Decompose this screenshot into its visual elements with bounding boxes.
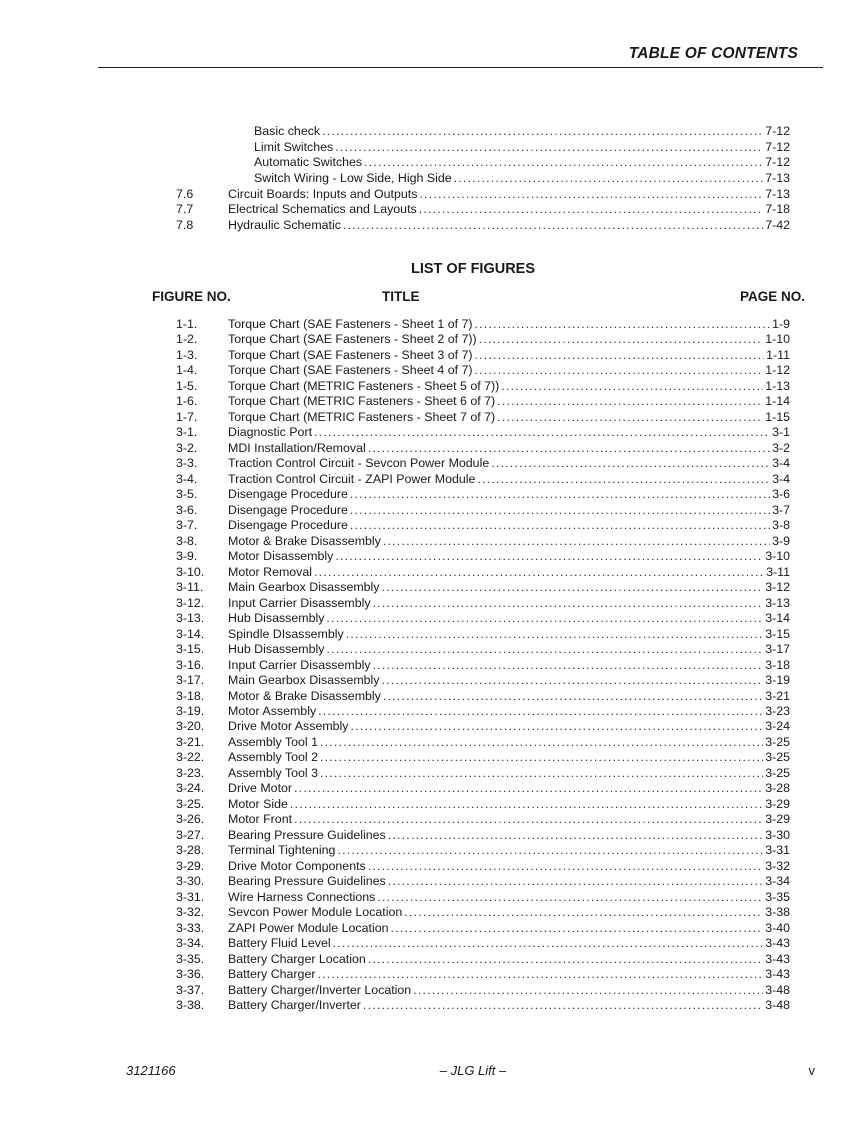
figure-row-title: Motor Disassembly — [228, 549, 334, 564]
toc-section-title: Circuit Boards: Inputs and Outputs — [228, 186, 418, 201]
figure-row-page: 3-2 — [772, 440, 790, 455]
figure-row-number: 3-12. — [176, 595, 205, 610]
figure-row-title: Disengage Procedure — [228, 518, 348, 533]
figure-row-title: Battery Charger — [228, 967, 316, 982]
dot-leader — [497, 394, 763, 410]
figure-row-page: 3-18 — [765, 657, 790, 672]
figure-row-title: ZAPI Power Module Location — [228, 920, 389, 935]
figure-row-title: Wire Harness Connections — [228, 889, 376, 904]
figure-row-title: MDI Installation/Removal — [228, 440, 366, 455]
figure-row-title: Spindle DIsassembly — [228, 626, 344, 641]
figure-row-page: 1-15 — [765, 409, 790, 424]
dot-leader — [351, 719, 764, 735]
figure-row-page: 3-24 — [765, 719, 790, 734]
figure-row-number: 1-4. — [176, 363, 198, 378]
figure-row-page: 3-8 — [772, 518, 790, 533]
dot-leader — [474, 363, 763, 379]
figure-row-number: 3-29. — [176, 858, 205, 873]
toc-subitem — [254, 155, 790, 171]
toc-subitem-page: 7-12 — [765, 124, 790, 138]
figure-row-page: 3-43 — [765, 951, 790, 966]
dot-leader — [373, 596, 764, 612]
figure-row-page: 3-31 — [765, 843, 790, 858]
figure-row-title: Disengage Procedure — [228, 487, 348, 502]
figure-row — [176, 827, 790, 844]
figure-row-title: Motor Assembly — [228, 704, 317, 718]
figure-row-page: 3-35 — [765, 889, 790, 904]
toc-section-number: 7.7 — [176, 202, 194, 217]
figure-row-number: 3-9. — [176, 549, 198, 564]
figure-row-number: 3-10. — [176, 564, 205, 579]
column-header-title: TITLE — [382, 289, 420, 304]
figure-row-page: 3-25 — [765, 765, 790, 780]
dot-leader — [497, 410, 763, 426]
dot-leader — [335, 549, 763, 565]
toc-subitem — [254, 171, 790, 187]
figure-row — [176, 394, 790, 410]
figure-row-number: 3-33. — [176, 920, 205, 935]
figure-row — [176, 673, 790, 689]
figure-row-number: 3-31. — [176, 889, 205, 904]
figure-row-number: 3-38. — [176, 998, 205, 1013]
figure-row-page: 3-4 — [772, 471, 790, 486]
dot-leader — [474, 317, 770, 333]
dot-leader — [320, 735, 763, 751]
dot-leader — [314, 425, 770, 441]
figure-row-title: Torque Chart (METRIC Fasteners - Sheet 6 of 7) — [228, 394, 496, 409]
figure-row-title: Battery Charger/Inverter Location — [228, 982, 412, 997]
figure-row-page: 3-38 — [765, 905, 790, 920]
figure-row-number: 3-13. — [176, 611, 205, 626]
toc-subitem — [254, 140, 790, 156]
dot-leader — [388, 828, 763, 844]
figure-row-number: 1-2. — [176, 332, 198, 347]
dot-leader — [413, 983, 763, 999]
figure-row-number: 3-4. — [176, 471, 198, 486]
toc-subitem-page: 7-12 — [765, 139, 790, 154]
figure-row-title: Battery Charger Location — [228, 951, 366, 966]
figure-row-number: 3-26. — [176, 812, 205, 827]
figure-row-title: Bearing Pressure Guidelines — [228, 874, 386, 889]
dot-leader — [419, 202, 763, 218]
page-header-title: TABLE OF CONTENTS — [628, 45, 798, 62]
dot-leader — [314, 565, 764, 581]
figure-row — [176, 440, 790, 457]
figure-row-title: Drive Motor — [228, 781, 293, 796]
figure-row-title: Drive Motor Components — [228, 858, 366, 873]
figure-row-title: Torque Chart (SAE Fasteners - Sheet 3 of 7) — [228, 347, 473, 362]
figure-row-page: 3-9 — [772, 533, 790, 548]
dot-leader — [491, 456, 770, 472]
dot-leader — [294, 812, 763, 828]
toc-subitem — [254, 124, 790, 140]
figure-row-title: Torque Chart (METRIC Fasteners - Sheet 5 of 7)) — [228, 378, 500, 393]
figure-row-number: 1-5. — [176, 378, 198, 393]
figure-row-number: 3-20. — [176, 719, 205, 734]
figure-row-page: 3-29 — [765, 796, 790, 811]
footer-publisher: – JLG Lift – — [439, 1063, 507, 1078]
figure-row-title: Battery Charger/Inverter — [228, 998, 361, 1013]
toc-section-page: 7-18 — [765, 202, 790, 217]
figure-row-number: 3-8. — [176, 533, 198, 548]
figure-row — [176, 889, 790, 906]
figure-row — [176, 425, 790, 441]
dot-leader — [368, 952, 763, 968]
figure-row-title: Sevcon Power Module Location — [228, 905, 403, 920]
figure-row — [176, 595, 790, 612]
figure-row-title: Hub Disassembly — [228, 611, 325, 626]
figure-row — [176, 734, 790, 751]
dot-leader — [404, 905, 763, 921]
figure-row-page: 3-30 — [765, 827, 790, 842]
dot-leader — [343, 218, 763, 234]
dot-leader — [477, 472, 770, 488]
dot-leader — [364, 155, 763, 171]
figure-row — [176, 920, 790, 937]
figure-row-page: 3-48 — [765, 998, 790, 1013]
figure-row-title: Torque Chart (SAE Fasteners - Sheet 4 of 7) — [228, 363, 473, 378]
figure-row — [176, 642, 790, 658]
dot-leader — [350, 503, 770, 519]
figure-row-page: 3-28 — [765, 781, 790, 796]
toc-section-title: Electrical Schematics and Layouts — [228, 202, 417, 217]
figure-row-page: 1-10 — [765, 332, 790, 347]
figure-row-number: 3-2. — [176, 440, 198, 455]
figure-row — [176, 982, 790, 999]
dot-leader — [294, 781, 763, 797]
figure-row-page: 3-43 — [765, 967, 790, 982]
figure-row-title: Torque Chart (METRIC Fasteners - Sheet 7 of 7) — [228, 409, 496, 424]
toc-subitem-title: Limit Switches — [254, 139, 334, 154]
figure-row-page: 3-11 — [766, 564, 790, 579]
figure-row-number: 3-22. — [176, 750, 205, 765]
figure-row — [176, 998, 790, 1014]
figure-row-number: 3-24. — [176, 781, 205, 796]
figure-row — [176, 905, 790, 921]
dot-leader — [377, 890, 763, 906]
figure-row — [176, 564, 790, 581]
footer-doc-number: 3121166 — [126, 1063, 176, 1078]
figure-row-title: Input Carrier Disassembly — [228, 657, 371, 672]
figure-row-page: 1-12 — [765, 363, 790, 378]
figure-row — [176, 502, 790, 519]
figure-row-number: 3-21. — [176, 734, 205, 749]
toc-section-title: Hydraulic Schematic — [228, 217, 341, 232]
dot-leader — [322, 124, 763, 140]
figure-row-number: 1-1. — [176, 317, 198, 331]
toc-section — [176, 186, 790, 203]
dot-leader — [350, 487, 770, 503]
figure-row-number: 3-16. — [176, 657, 205, 672]
figure-row-number: 3-36. — [176, 967, 205, 982]
figure-row-title: Input Carrier Disassembly — [228, 595, 371, 610]
figure-row-number: 3-25. — [176, 796, 205, 811]
dot-leader — [350, 518, 770, 534]
figure-row — [176, 378, 790, 395]
figure-row — [176, 456, 790, 472]
figure-row-number: 3-30. — [176, 874, 205, 889]
dot-leader — [333, 936, 764, 952]
dot-leader — [317, 967, 763, 983]
toc-section-page: 7-13 — [765, 186, 790, 201]
figure-row — [176, 332, 790, 348]
dot-leader — [346, 627, 763, 643]
figure-row-number: 3-17. — [176, 673, 205, 688]
figure-row-page: 1-14 — [765, 394, 790, 409]
figure-row — [176, 688, 790, 705]
figure-row-number: 3-1. — [176, 425, 198, 440]
dot-leader — [479, 332, 764, 348]
figure-row-number: 1-6. — [176, 394, 198, 409]
figure-row-title: Main Gearbox Disassembly — [228, 673, 380, 688]
figure-row — [176, 626, 790, 643]
figure-row-page: 3-14 — [765, 611, 790, 626]
toc-section — [176, 202, 790, 218]
figure-row-number: 3-32. — [176, 905, 205, 920]
dot-leader — [383, 534, 770, 550]
figure-row — [176, 317, 790, 333]
figure-row-number: 3-35. — [176, 951, 205, 966]
figure-row-page: 3-21 — [765, 688, 790, 703]
figure-row-page: 1-11 — [766, 347, 790, 362]
figure-row-page: 3-25 — [765, 750, 790, 765]
figure-row — [176, 347, 790, 364]
figure-row-title: Motor Removal — [228, 564, 313, 579]
figure-row — [176, 657, 790, 674]
dot-leader — [501, 379, 763, 395]
figure-row-page: 3-19 — [765, 673, 790, 688]
figure-row — [176, 967, 790, 983]
figure-row-number: 3-27. — [176, 827, 205, 842]
figure-row — [176, 874, 790, 890]
figure-row-page: 3-6 — [772, 487, 790, 502]
figure-row-page: 3-12 — [765, 580, 790, 595]
dot-leader — [363, 998, 763, 1014]
figure-row-title: Motor Side — [228, 796, 288, 811]
figure-row-page: 3-4 — [772, 456, 790, 471]
figure-row — [176, 765, 790, 782]
figure-row-title: Main Gearbox Disassembly — [228, 580, 380, 595]
figure-row-number: 3-23. — [176, 765, 205, 780]
figure-row-page: 3-34 — [765, 874, 790, 889]
dot-leader — [419, 187, 763, 203]
figure-row-title: Motor & Brake Disassembly — [228, 533, 381, 548]
figure-row — [176, 843, 790, 859]
figure-row — [176, 812, 790, 828]
figure-row-page: 3-29 — [765, 812, 790, 827]
figure-row-number: 3-15. — [176, 642, 205, 657]
list-of-figures-heading: LIST OF FIGURES — [410, 261, 536, 277]
toc-subitem-page: 7-13 — [765, 170, 790, 185]
figure-row-title: Motor Front — [228, 812, 293, 827]
figure-row-page: 3-1 — [772, 425, 790, 440]
figure-row — [176, 858, 790, 875]
figure-row-page: 3-32 — [765, 858, 790, 873]
toc-subitem-title: Automatic Switches — [254, 155, 363, 170]
figure-row — [176, 533, 790, 550]
figure-row-page: 3-10 — [765, 549, 790, 564]
figure-row — [176, 796, 790, 813]
dot-leader — [373, 658, 764, 674]
figure-row — [176, 750, 790, 766]
figure-row — [176, 781, 790, 797]
figure-row-number: 3-28. — [176, 843, 205, 858]
dot-leader — [326, 642, 763, 658]
figure-row-title: Diagnostic Port — [228, 425, 313, 440]
dot-leader — [337, 843, 763, 859]
figure-row — [176, 611, 790, 627]
column-header-figure-no: FIGURE NO. — [152, 289, 231, 304]
figure-row-title: Drive Motor Assembly — [228, 719, 349, 734]
figure-row — [176, 487, 790, 503]
toc-subitem-page: 7-12 — [765, 155, 790, 170]
figure-row-number: 1-7. — [176, 409, 198, 424]
figure-row-page: 3-25 — [765, 734, 790, 749]
figure-row-number: 3-37. — [176, 982, 205, 997]
toc-subitem-title: Basic check — [254, 124, 321, 138]
dot-leader — [474, 348, 764, 364]
figure-row-number: 1-3. — [176, 347, 198, 362]
figure-row — [176, 409, 790, 426]
figure-row-page: 3-13 — [765, 595, 790, 610]
figure-row-number: 3-34. — [176, 936, 205, 951]
figure-row — [176, 580, 790, 596]
toc-subitem-title: Switch Wiring - Low Side, High Side — [254, 170, 452, 185]
figure-row-page: 3-43 — [765, 936, 790, 951]
dot-leader — [335, 140, 763, 156]
figure-row-number: 3-6. — [176, 502, 198, 517]
header-rule — [98, 67, 823, 68]
column-header-page-no: PAGE NO. — [739, 289, 805, 304]
figure-row-page: 3-17 — [765, 642, 790, 657]
dot-leader — [326, 611, 763, 627]
figure-row — [176, 704, 790, 720]
figure-row-title: Disengage Procedure — [228, 502, 348, 517]
toc-section — [176, 217, 790, 234]
dot-leader — [320, 750, 763, 766]
dot-leader — [382, 673, 764, 689]
figure-row-title: Assembly Tool 2 — [228, 750, 318, 765]
figure-row-number: 3-18. — [176, 688, 205, 703]
figure-row-page: 3-48 — [765, 982, 790, 997]
figure-row-title: Torque Chart (SAE Fasteners - Sheet 1 of 7) — [228, 317, 473, 331]
figure-row-title: Traction Control Circuit - Sevcon Power Module — [228, 456, 490, 471]
figure-row-page: 3-23 — [765, 704, 790, 718]
dot-leader — [390, 921, 763, 937]
dot-leader — [454, 171, 764, 187]
figure-row-number: 3-5. — [176, 487, 198, 502]
figure-row-title: Assembly Tool 1 — [228, 734, 318, 749]
figure-row-number: 3-11. — [176, 580, 204, 595]
dot-leader — [290, 797, 763, 813]
figure-row-page: 1-13 — [765, 378, 790, 393]
figure-row-title: Motor & Brake Disassembly — [228, 688, 381, 703]
figure-row — [176, 518, 790, 534]
figure-row — [176, 363, 790, 379]
dot-leader — [368, 859, 763, 875]
dot-leader — [388, 874, 763, 890]
figure-row-page: 3-7 — [772, 502, 790, 517]
figure-row-page: 3-40 — [765, 920, 790, 935]
dot-leader — [368, 441, 770, 457]
figure-row-number: 3-3. — [176, 456, 198, 471]
figure-row-title: Assembly Tool 3 — [228, 765, 318, 780]
figure-row-page: 3-15 — [765, 626, 790, 641]
dot-leader — [382, 580, 764, 596]
figure-row-number: 3-19. — [176, 704, 205, 718]
figure-row — [176, 549, 790, 565]
dot-leader — [383, 689, 763, 705]
dot-leader — [320, 766, 763, 782]
figure-row — [176, 719, 790, 735]
figure-row-page: 1-9 — [772, 317, 790, 331]
figure-row — [176, 951, 790, 968]
toc-section-number: 7.6 — [176, 186, 194, 201]
figure-row-title: Torque Chart (SAE Fasteners - Sheet 2 of 7)) — [228, 332, 477, 347]
toc-section-number: 7.8 — [176, 217, 194, 232]
figure-row-title: Traction Control Circuit - ZAPI Power Module — [228, 471, 476, 486]
figure-row-title: Bearing Pressure Guidelines — [228, 827, 386, 842]
figure-row-number: 3-7. — [176, 518, 198, 533]
figure-row-title: Terminal Tightening — [228, 843, 336, 858]
footer-page-number: v — [808, 1063, 815, 1078]
figure-row-title: Battery Fluid Level — [228, 936, 331, 951]
figure-row — [176, 471, 790, 488]
figure-row-title: Hub Disassembly — [228, 642, 325, 657]
figure-row — [176, 936, 790, 952]
dot-leader — [318, 704, 763, 720]
figure-row-number: 3-14. — [176, 626, 205, 641]
toc-section-page: 7-42 — [765, 217, 790, 232]
